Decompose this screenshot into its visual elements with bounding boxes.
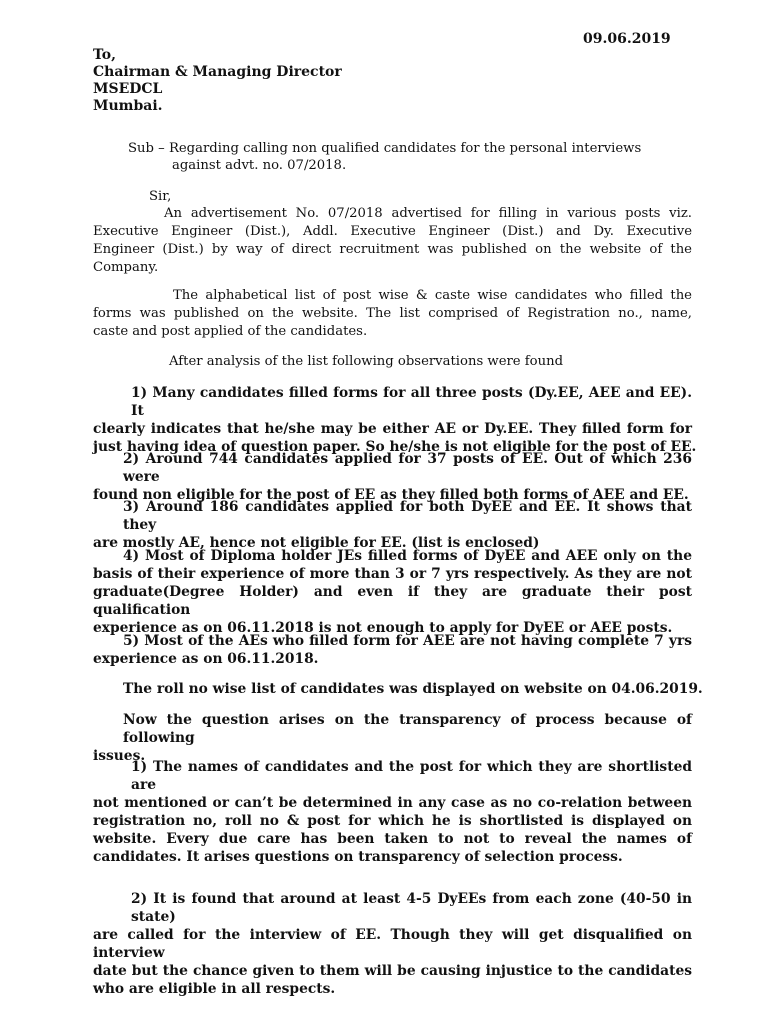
paragraph-line: 2) Around 744 candidates applied for 37 posts of EE. Out of which 236 were xyxy=(123,451,692,485)
paragraph-line: issues. xyxy=(93,748,146,764)
paragraph-line: The alphabetical list of post wise & caste wise candidates who filled the xyxy=(173,288,692,303)
paragraph-line: 3) Around 186 candidates applied for both DyEE and EE. It shows that they xyxy=(123,499,692,533)
recipient-city: Mumbai. xyxy=(93,98,163,114)
observation-1 xyxy=(93,384,697,456)
observations-intro: After analysis of the list following observations were found xyxy=(169,354,564,369)
recipient-organization: MSEDCL xyxy=(93,81,163,97)
paragraph-line: Engineer (Dist.) by way of direct recruitment was published on the website of the xyxy=(93,242,692,257)
paragraph-line: graduate(Degree Holder) and even if they are graduate their post qualification xyxy=(93,584,692,618)
paragraph-line: experience as on 06.11.2018 is not enough to apply for DyEE or AEE posts. xyxy=(93,620,673,636)
paragraph-advertisement xyxy=(93,205,692,277)
issue-1 xyxy=(93,758,692,866)
paragraph-line: registration no, roll no & post for which he is shortlisted is displayed on xyxy=(93,813,692,829)
paragraph-line: candidates. It arises questions on transparency of selection process. xyxy=(93,849,623,865)
paragraph-line: website. Every due care has been taken to not to reveal the names of xyxy=(93,831,692,847)
observation-4 xyxy=(93,547,692,637)
paragraph-line: Executive Engineer (Dist.), Addl. Executive Engineer (Dist.) and Dy. Executive xyxy=(93,224,692,239)
recipient-title: Chairman & Managing Director xyxy=(93,64,342,80)
paragraph-line: 1) The names of candidates and the post for which they are shortlisted are xyxy=(131,759,692,793)
paragraph-line: are called for the interview of EE. Though they will get disqualified on interview xyxy=(93,927,692,961)
paragraph-line: forms was published on the website. The list comprised of Registration no., name, xyxy=(93,306,692,321)
roll-list-statement xyxy=(93,680,703,698)
paragraph-line: clearly indicates that he/she may be either AE or Dy.EE. They filled form for xyxy=(93,421,692,437)
paragraph-line: An advertisement No. 07/2018 advertised for filling in various posts viz. xyxy=(164,206,692,221)
paragraph-line: 5) Most of the AEs who filled form for AEE are not having complete 7 yrs xyxy=(123,633,692,649)
subject-line-1: Sub – Regarding calling non qualified candidates for the personal interviews xyxy=(128,141,642,156)
paragraph-line: experience as on 06.11.2018. xyxy=(93,651,319,667)
letter-date: 09.06.2019 xyxy=(583,31,671,47)
paragraph-line: 1) Many candidates filled forms for all three posts (Dy.EE, AEE and EE). It xyxy=(131,385,692,419)
paragraph-line: 4) Most of Diploma holder JEs filled forms of DyEE and AEE only on the xyxy=(123,548,692,564)
subject-line-2: against advt. no. 07/2018. xyxy=(172,157,347,173)
recipient-block xyxy=(93,47,342,115)
paragraph-line: The roll no wise list of candidates was displayed on website on 04.06.2019. xyxy=(123,681,703,697)
paragraph-line: are mostly AE, hence not eligible for EE. (list is enclosed) xyxy=(93,535,540,551)
salutation: Sir, xyxy=(149,189,172,204)
paragraph-line: who are eligible in all respects. xyxy=(93,981,336,997)
paragraph-candidate-list xyxy=(93,287,692,341)
issue-2 xyxy=(93,890,692,998)
recipient-to-label: To, xyxy=(93,47,117,63)
paragraph-line: caste and post applied of the candidates. xyxy=(93,324,368,339)
paragraph-line: just having idea of question paper. So he/she is not eligible for the post of EE. xyxy=(93,439,697,455)
observation-3 xyxy=(93,498,692,552)
paragraph-line: 2) It is found that around at least 4-5 DyEEs from each zone (40-50 in state) xyxy=(131,891,692,925)
paragraph-line: date but the chance given to them will be causing injustice to the candidates xyxy=(93,963,692,979)
observation-5 xyxy=(93,632,692,668)
paragraph-line: basis of their experience of more than 3 or 7 yrs respectively. As they are not xyxy=(93,566,692,582)
transparency-statement xyxy=(93,711,692,765)
paragraph-line: Now the question arises on the transparency of process because of following xyxy=(123,712,692,746)
subject-line xyxy=(128,141,688,174)
paragraph-line: found non eligible for the post of EE as they filled both forms of AEE and EE. xyxy=(93,487,689,503)
paragraph-line: not mentioned or can’t be determined in any case as no co-relation between xyxy=(93,795,692,811)
paragraph-line: Company. xyxy=(93,260,159,275)
observation-2 xyxy=(93,450,692,504)
